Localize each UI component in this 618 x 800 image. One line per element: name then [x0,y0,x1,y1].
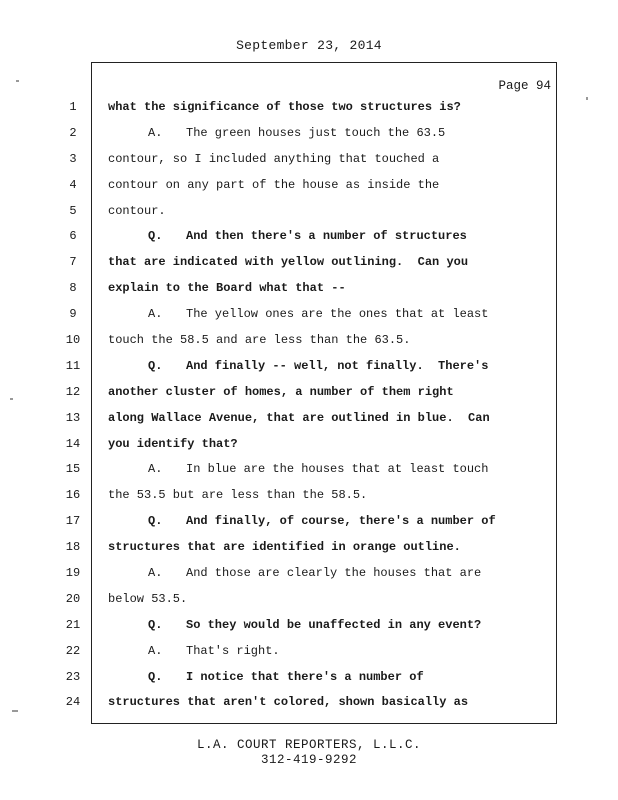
transcript-line [108,512,548,538]
header-date: September 23, 2014 [236,38,382,53]
footer-company: L.A. COURT REPORTERS, L.L.C. [196,738,422,752]
line-text: And then there's a number of structures [186,229,467,244]
line-number: 23 [65,669,81,684]
transcript-line [108,616,548,642]
transcript-line [108,176,548,202]
line-text: So they would be unaffected in any event? [186,617,482,632]
line-text: what the significance of those two structures is? [108,100,461,114]
line-number: 16 [65,488,81,503]
transcript-line [108,538,548,564]
line-text: That's right. [186,643,280,658]
line-number: 12 [65,384,81,399]
footer-phone: 312-419-9292 [260,753,357,767]
line-number-column [58,98,88,719]
transcript-line [108,150,548,176]
line-number: 14 [65,436,81,451]
line-text: explain to the Board what that -- [108,281,346,296]
line-number: 4 [69,177,77,192]
question-marker: Q. [148,669,163,684]
transcript-line [108,409,548,435]
line-text: structures that are identified in orange outline. [108,540,461,555]
transcript-line [108,279,548,305]
line-text: contour on any part of the house as inside the [108,177,440,192]
line-number: 5 [69,203,77,218]
line-text: below 53.5. [108,591,188,606]
scan-speck [10,398,13,400]
question-marker: Q. [148,617,163,632]
line-text: contour, so I included anything that touched a [108,151,440,166]
footer [0,738,618,768]
line-text: In blue are the houses that at least touch [186,462,489,477]
line-number: 7 [69,255,77,270]
line-number: 18 [65,540,81,555]
line-text: you identify that? [108,436,238,451]
line-number: 21 [65,617,81,632]
line-text: the 53.5 but are less than the 58.5. [108,488,368,503]
answer-marker: A. [148,125,163,140]
transcript-line [108,331,548,357]
transcript-line [108,460,548,486]
transcript-line [108,668,548,694]
line-number: 24 [65,695,81,710]
line-number: 9 [69,307,77,322]
line-text: structures that aren't colored, shown basically as [108,695,469,710]
line-text: contour. [108,203,166,218]
transcript-line [108,305,548,331]
line-number: 13 [65,410,81,425]
line-number: 11 [65,358,81,373]
transcript-line [108,590,548,616]
transcript-line [108,693,548,719]
transcript-line [108,124,548,150]
line-text: And finally -- well, not finally. There's [186,358,489,373]
transcript-line [108,253,548,279]
line-number: 3 [69,151,77,166]
line-number: 17 [65,514,81,529]
transcript-line [108,357,548,383]
line-text: touch the 58.5 and are less than the 63.5. [108,333,411,348]
line-text: another cluster of homes, a number of them right [108,384,454,399]
line-text: And those are clearly the houses that are [186,566,482,581]
answer-marker: A. [148,643,163,658]
line-number: 1 [69,100,77,114]
transcript-line [108,486,548,512]
line-text: that are indicated with yellow outlining. Can you [108,255,469,270]
line-number: 22 [65,643,81,658]
page-number: Page 94 [498,79,551,93]
answer-marker: A. [148,566,163,581]
line-text: And finally, of course, there's a number of [186,514,496,529]
line-text: along Wallace Avenue, that are outlined in blue. Can [108,410,490,425]
line-text: The green houses just touch the 63.5 [186,125,446,140]
question-marker: Q. [148,514,163,529]
transcript-line [108,227,548,253]
line-number: 10 [65,333,81,348]
line-number: 15 [65,462,81,477]
line-text: I notice that there's a number of [186,669,424,684]
line-number: 2 [69,125,77,140]
scan-speck [586,97,588,100]
question-marker: Q. [148,358,163,373]
line-number: 20 [65,591,81,606]
transcript-line [108,202,548,228]
transcript-line [108,435,548,461]
transcript-line [108,642,548,668]
line-number: 6 [69,229,77,244]
answer-marker: A. [148,307,163,322]
answer-marker: A. [148,462,163,477]
question-marker: Q. [148,229,163,244]
line-number: 8 [69,281,77,296]
transcript-line [108,98,548,124]
scan-speck [16,80,19,82]
transcript-body [108,98,548,719]
transcript-line [108,564,548,590]
line-number: 19 [65,566,81,581]
scan-speck [12,710,18,712]
line-text: The yellow ones are the ones that at least [186,307,489,322]
transcript-line [108,383,548,409]
